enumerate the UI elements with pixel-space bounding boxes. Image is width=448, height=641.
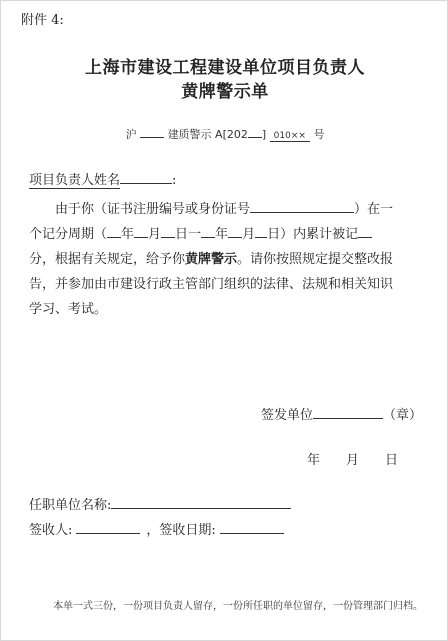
appointment-unit-blank xyxy=(111,496,291,509)
body-text: 一 xyxy=(188,227,202,242)
doc-prefix: 沪 xyxy=(125,128,137,141)
body-text: 由于你（证书注册编号或身份证号 xyxy=(55,202,251,217)
body-text: 分，根据有关规定，给予你 xyxy=(29,252,186,267)
body-text: ）在一 xyxy=(354,202,394,217)
blank xyxy=(161,225,175,238)
document-title-line1: 上海市建设工程建设单位项目负责人 xyxy=(85,58,365,78)
recipient-blank xyxy=(76,521,140,534)
body-line-3 xyxy=(29,247,425,272)
seal-label: （章） xyxy=(383,408,423,423)
name-colon: : xyxy=(172,173,177,188)
body-line-2 xyxy=(29,222,425,247)
issue-date xyxy=(307,449,424,468)
body-text: 年 xyxy=(121,227,135,242)
attachment-label: 附件 4: xyxy=(21,13,64,28)
notice-body xyxy=(29,197,425,322)
blank xyxy=(201,225,215,238)
issuer-line xyxy=(261,404,422,423)
doc-code: 010×× xyxy=(270,131,310,142)
doc-close: ] xyxy=(261,128,267,141)
name-line xyxy=(29,169,176,188)
doc-blank-1 xyxy=(140,125,164,138)
signature-line xyxy=(29,519,284,538)
name-blank xyxy=(120,171,172,184)
document-number xyxy=(1,125,448,142)
blank xyxy=(107,225,121,238)
blank xyxy=(134,225,148,238)
id-blank xyxy=(250,200,354,213)
name-label: 项目负责人姓名 xyxy=(29,173,121,188)
date-month: 月 xyxy=(346,453,360,468)
doc-blank-2 xyxy=(248,125,262,138)
doc-suffix: 号 xyxy=(313,128,325,141)
sign-date-blank xyxy=(220,521,284,534)
sign-date-label: 签收日期: xyxy=(159,523,216,538)
appointment-unit-line xyxy=(29,494,291,513)
date-day: 日 xyxy=(385,453,399,468)
blank xyxy=(228,225,242,238)
doc-mid: 建质警示 A[202 xyxy=(167,128,248,141)
yellow-card-warning: 黄牌警示 xyxy=(185,252,238,267)
separator: ， xyxy=(146,523,160,538)
body-text: 日 xyxy=(175,227,189,242)
date-year: 年 xyxy=(307,453,321,468)
body-text: 月 xyxy=(242,227,256,242)
body-line-1 xyxy=(29,197,425,222)
recipient-label: 签收人: xyxy=(29,523,73,538)
document-title-line2: 黄牌警示单 xyxy=(181,82,269,102)
issuer-label: 签发单位 xyxy=(261,408,314,423)
body-text: 个记分周期（ xyxy=(29,227,108,242)
appointment-unit-label: 任职单位名称: xyxy=(29,498,112,513)
blank xyxy=(255,225,267,238)
body-text: 年 xyxy=(215,227,229,242)
body-text: 日）内累计被记 xyxy=(267,227,359,242)
footnote: 本单一式三份，一份项目负责人留存，一份所任职的单位留存，一份管理部门归档。 xyxy=(53,601,423,612)
body-text: 月 xyxy=(148,227,162,242)
body-line-4: 告，并参加由市建设行政主管部门组织的法律、法规和相关知识 xyxy=(29,277,394,292)
points-blank xyxy=(358,225,372,238)
body-line-5: 学习、考试。 xyxy=(29,302,108,317)
body-text: 。请你按照规定提交整改报 xyxy=(237,252,394,267)
issuer-blank xyxy=(313,406,383,419)
